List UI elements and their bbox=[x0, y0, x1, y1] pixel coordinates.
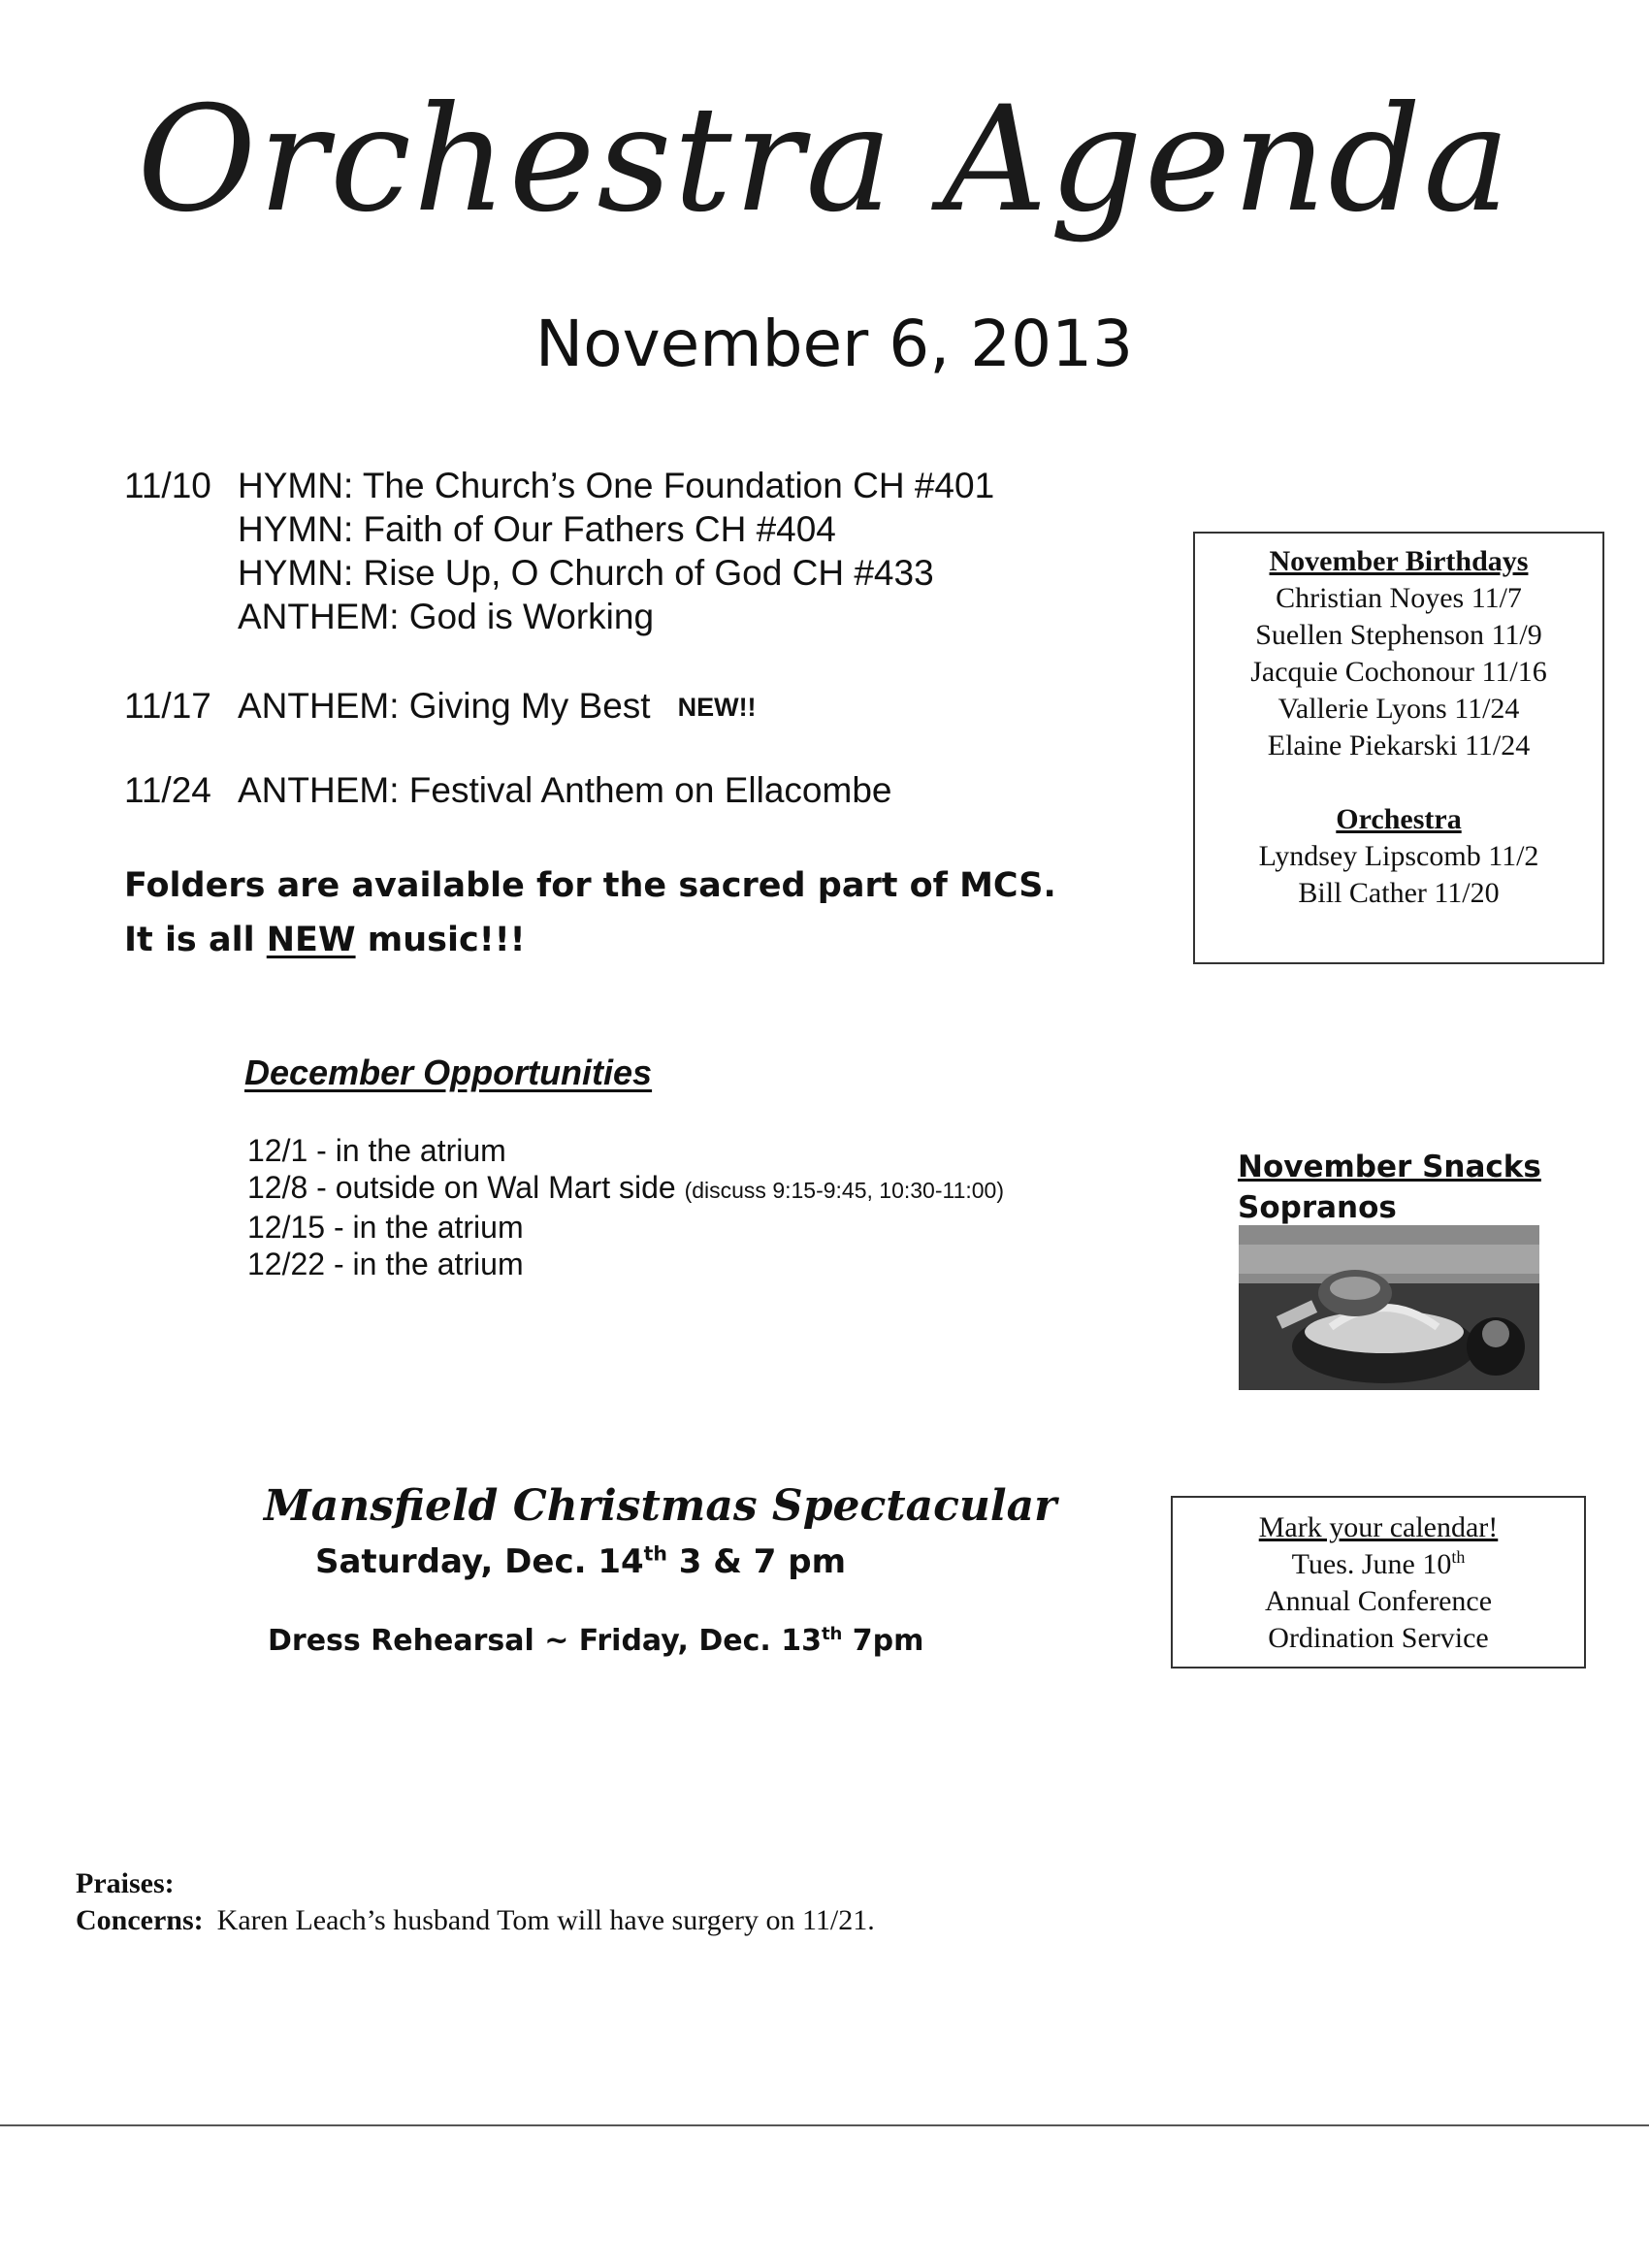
schedule-date: 11/24 bbox=[124, 770, 211, 810]
snacks-group: Sopranos bbox=[1238, 1190, 1397, 1225]
calendar-line: Annual Conference bbox=[1264, 1585, 1493, 1617]
concerns-line bbox=[76, 1901, 875, 1940]
rehearsal-text: Dress Rehearsal ~ Friday, Dec. 13 bbox=[268, 1624, 822, 1658]
agenda-date: November 6, 2013 bbox=[534, 307, 1134, 381]
schedule-row bbox=[124, 595, 654, 638]
birthday-entry: Elaine Piekarski 11/24 bbox=[1267, 729, 1531, 761]
december-list bbox=[247, 1132, 1004, 1282]
orchestra-heading: Orchestra bbox=[1336, 803, 1462, 835]
calendar-date: Tues. June 10 bbox=[1291, 1548, 1452, 1580]
item-note: (discuss 9:15-9:45, 10:30-11:00) bbox=[684, 1178, 1005, 1203]
calendar-line bbox=[1173, 1546, 1584, 1583]
schedule-row bbox=[124, 551, 934, 595]
item-text: 12/8 - outside on Wal Mart side bbox=[247, 1170, 685, 1205]
schedule-item: ANTHEM: God is Working bbox=[238, 597, 655, 636]
folders-line bbox=[124, 913, 1191, 967]
birthday-entry: Christian Noyes 11/7 bbox=[1276, 582, 1522, 614]
ordinal-suffix: th bbox=[643, 1541, 667, 1566]
schedule-item: HYMN: Rise Up, O Church of God CH #433 bbox=[238, 553, 934, 593]
date-text: Saturday, Dec. 14 bbox=[315, 1542, 644, 1581]
concerns-label: Concerns: bbox=[76, 1904, 204, 1936]
page-title: Orchestra Agenda bbox=[137, 76, 1512, 244]
birthdays-box bbox=[1193, 532, 1604, 964]
december-heading: December Opportunities bbox=[244, 1053, 653, 1092]
schedule-row bbox=[124, 768, 891, 812]
calendar-line: Ordination Service bbox=[1268, 1622, 1489, 1654]
schedule-date: 11/17 bbox=[124, 686, 211, 726]
birthday-entry: Lyndsey Lipscomb 11/2 bbox=[1258, 840, 1539, 872]
birthday-entry: Bill Cather 11/20 bbox=[1298, 877, 1500, 909]
snack-image-icon bbox=[1239, 1225, 1539, 1390]
spacer bbox=[1195, 764, 1602, 801]
item-text: 12/22 - in the atrium bbox=[247, 1247, 524, 1281]
time-text: 3 & 7 pm bbox=[666, 1542, 847, 1581]
schedule-item: ANTHEM: Festival Anthem on Ellacombe bbox=[238, 770, 892, 810]
divider bbox=[0, 2124, 1649, 2126]
folders-emphasis: NEW bbox=[266, 921, 356, 959]
schedule-row bbox=[124, 464, 994, 507]
birthday-entry: Suellen Stephenson 11/9 bbox=[1255, 619, 1542, 651]
new-badge: NEW!! bbox=[677, 693, 757, 722]
time-text: 7pm bbox=[842, 1624, 924, 1658]
list-item bbox=[247, 1132, 1004, 1169]
ordinal-suffix: th bbox=[1451, 1547, 1466, 1567]
birthday-entry: Jacquie Cochonour 11/16 bbox=[1250, 656, 1547, 688]
folders-line: Folders are available for the sacred part of MCS. bbox=[124, 866, 1056, 905]
snacks-heading: November Snacks bbox=[1238, 1150, 1541, 1184]
folders-notice bbox=[124, 859, 1191, 967]
folders-text: It is all bbox=[124, 921, 267, 959]
schedule-item: ANTHEM: Giving My Best bbox=[238, 686, 651, 726]
calendar-box bbox=[1171, 1496, 1586, 1669]
spectacular-title: Mansfield Christmas Spectacular bbox=[264, 1481, 1057, 1531]
schedule-date: 11/10 bbox=[124, 466, 211, 505]
birthdays-heading: November Birthdays bbox=[1269, 545, 1529, 577]
schedule-item: HYMN: Faith of Our Fathers CH #404 bbox=[238, 509, 836, 549]
list-item bbox=[247, 1246, 1004, 1282]
item-text: 12/15 - in the atrium bbox=[247, 1210, 524, 1245]
schedule-row bbox=[124, 684, 757, 729]
spectacular-date bbox=[315, 1540, 846, 1583]
folders-text: music!!! bbox=[355, 921, 526, 959]
rehearsal-line bbox=[268, 1622, 923, 1661]
snack-photo bbox=[1239, 1225, 1539, 1390]
item-text: 12/1 - in the atrium bbox=[247, 1133, 506, 1168]
list-item bbox=[247, 1169, 1004, 1209]
ordinal-suffix: th bbox=[821, 1624, 843, 1644]
list-item bbox=[247, 1209, 1004, 1246]
schedule-row bbox=[124, 507, 836, 551]
birthday-entry: Vallerie Lyons 11/24 bbox=[1277, 693, 1520, 725]
calendar-heading: Mark your calendar! bbox=[1258, 1511, 1499, 1543]
concerns-text: Karen Leach’s husband Tom will have surgery on 11/21. bbox=[216, 1904, 875, 1936]
praises-label: Praises: bbox=[76, 1867, 175, 1899]
schedule-item: HYMN: The Church’s One Foundation CH #401 bbox=[238, 466, 995, 505]
